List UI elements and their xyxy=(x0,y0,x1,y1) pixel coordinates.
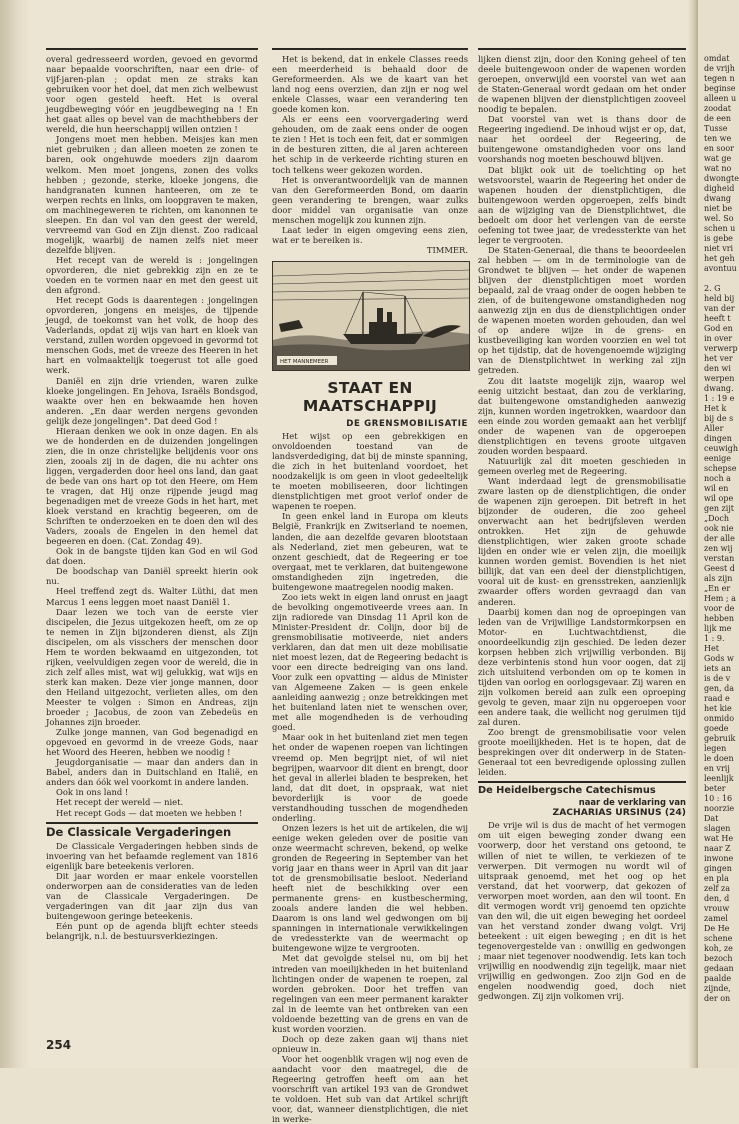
heidelberg-heading: De Heidelbergsche Catechismus xyxy=(478,785,656,797)
paragraph: Zoo brengt de grensmobilisatie voor velen groote moeilijkheden. Het is te hopen, dat de besprekingen over dit onderwerp in de Staten-Generaal tot een bevredigende oplossing zullen leiden. xyxy=(478,727,686,778)
page-gutter xyxy=(0,0,30,1068)
paragraph: Zulke jonge mannen, van God begenadigd en opgevoed en gevormd in de vreeze Gods, naar het Woord des Heeren, hebben we noodig ! xyxy=(46,727,258,758)
partial-line: Tusse xyxy=(704,124,728,133)
partial-line: alleen u xyxy=(704,94,737,103)
paragraph: Het is onverantwoordelijk van de mannen van den Gereformeerden Bond, om daarin geen verandering te brengen, waar zulks door middel van organisatie van onze menschen mogelijk zou kunnen zijn. xyxy=(272,174,468,225)
section-divider xyxy=(478,781,686,783)
classis-article xyxy=(46,841,258,941)
partial-line: dwang xyxy=(704,194,732,203)
partial-line: le doen xyxy=(704,754,734,763)
partial-line: den wi xyxy=(704,364,731,373)
partial-line xyxy=(704,274,738,284)
partial-line: dwongte xyxy=(704,174,739,183)
partial-line: noch a xyxy=(704,474,731,483)
partial-line: held bij xyxy=(704,294,735,303)
paragraph: Laat ieder in eigen omgeving eens zien, wat er te bereiken is. xyxy=(272,224,468,245)
column-rule-3 xyxy=(478,48,686,50)
page-number: 254 xyxy=(46,1038,72,1052)
staat-subheading: DE GRENSMOBILISATIE xyxy=(346,418,468,429)
partial-line: is de v xyxy=(704,674,731,683)
partial-line: 2. G xyxy=(704,284,721,293)
paragraph: Onzen lezers is het uit de artikelen, die wij eenige weken geleden over de positie van onze weermacht schreven, bekend, op welke gronden de Regeering in September van het vorig jaar en thans weer in April van dit jaar tot de grensmobilisatie besloot. Nederland heeft niet de beschikking over een permanente grens- en kustbescherming, zooals andere landen die wel hebben. Daarom is ons land wel gedwongen om bij spanningen in internationale verwikkelingen de vredessterkte van de weermacht op buitengewone wijze te vergrooten. xyxy=(272,822,468,954)
partial-line: van der xyxy=(704,304,735,313)
paragraph: Ook in de bangste tijden kan God en wil God dat doen. xyxy=(46,546,258,567)
partial-line: voor de xyxy=(704,604,735,613)
partial-line: Dat xyxy=(704,814,719,823)
paragraph: Want inderdaad legt de grensmobilisatie zware lasten op de dienstplichtigen, die onder de wapenen zijn geroepen. Dit betreft in het bijzonder de ouderen, die zoo geheel onverwacht aan het bedrijfsleven werden ontrokken. Het zijn de gehuwde dienstplichtigen, wier zaken groote schade lijden en onder wie er velen zijn, die moeilijk kunnen worden gemist. Bovendien is het niet billijk, dat van een deel der dienstplichtigen, vooral uit de kust- en grensstreken, aanzienlijk zwaarder offers worden gevraagd dan van anderen. xyxy=(478,475,686,607)
partial-line: 10 : 16 xyxy=(704,794,733,803)
partial-line: verstan xyxy=(704,554,735,563)
partial-line: goede xyxy=(704,724,729,733)
partial-line: het ver xyxy=(704,354,733,363)
paragraph: Met dat gevolgde stelsel nu, om bij het intreden van moeilijkheden in het buitenland lichtingen onder de wapenen te roepen, zal worden gebroken. Door het treffen van regelingen van een meer permanent karakter zal in de leemte van het ontbreken van een voldoende bezetting van de grens en van de kust worden voorzien. xyxy=(272,953,468,1034)
author-signature: TIMMER. xyxy=(426,244,468,255)
paragraph: De boodschap van Daniël spreekt hierin ook nu. xyxy=(46,566,258,587)
paragraph: Natuurlijk zal dit moeten geschieden in gemeen overleg met de Regeering. xyxy=(478,455,686,476)
partial-line: leenlijk xyxy=(704,774,734,783)
partial-line: niet vri xyxy=(704,244,734,253)
partial-line: schene xyxy=(704,934,733,943)
partial-line: gedaan xyxy=(704,964,734,973)
partial-line: tegen n xyxy=(704,74,735,83)
partial-line: onmido xyxy=(704,714,735,723)
partial-line: der alle xyxy=(704,534,735,543)
partial-line: wel. So xyxy=(704,214,734,223)
partial-line: zijnde, xyxy=(704,984,731,993)
partial-line: ook nie xyxy=(704,524,734,533)
paragraph: Het recept Gods — dat moeten we hebben ! xyxy=(56,807,243,818)
partial-line: zen wij xyxy=(704,544,733,553)
partial-line: Hem ; a xyxy=(704,594,736,603)
partial-line: het geh xyxy=(704,254,735,263)
partial-line: hebben xyxy=(704,614,735,623)
paragraph: Daniël en zijn drie vrienden, waren zulke kloeke jongelingen. En Jehova, Israëls Bondsgod, waakte over hen en bekwaamde hen hoven anderen. „En daar werden nergens gevonden gelijk deze jongelingen". Dat deed God ! xyxy=(46,375,258,426)
paragraph: lijken dienst zijn, door den Koning geheel of ten deele buitengewoon onder de wapenen worden geroepen, onverwijld een voorstel van wet aan de Staten-Generaal wordt gedaan om het onder de wapenen blijven der dienstplichtigen zooveel noodig te bepalen. xyxy=(478,54,686,115)
staat-heading: STAAT EN MAATSCHAPPIJ xyxy=(302,378,438,415)
paragraph: Dat blijkt ook uit de toelichting op het wetsvoorstel, waarin de Regeering het onder de wapenen houden der dienstplichtigen, die buitengewoon werden opgeroepen, zelfs bindt aan de wijziging van de Dienstplichtwet, die bedoelt om door het verlengen van de eerste oefening tot twee jaar, de vredessterkte van het leger te vergrooten. xyxy=(478,164,686,245)
paragraph: Jeugdorganisatie — maar dan anders dan in Babel, anders dan in Duitschland en Italië, en anders dan óók wel voorkomt in andere landen. xyxy=(46,757,258,788)
paragraph: Het recept van de wereld is : jongelingen opvorderen, die niet gebrekkig zijn en ze te voeden en te vormen naar en met den geest uit den afgrond. xyxy=(46,254,258,296)
partial-line: lijk me xyxy=(704,624,732,633)
paragraph: De Classicale Vergaderingen hebben sinds de invoering van het befaamde reglement van 1816 eigenlijk bare beteekenis verloren. xyxy=(46,840,258,871)
partial-line: 1 : 19 e xyxy=(704,394,735,403)
partial-line: bezoch xyxy=(704,954,733,963)
partial-line: „En er xyxy=(704,584,731,593)
heidelberg-part-number: (24) xyxy=(664,807,686,819)
partial-line: eenige xyxy=(704,454,732,463)
partial-line: paalde xyxy=(704,974,732,983)
partial-line: avontuu xyxy=(704,264,737,273)
partial-line: dwang. xyxy=(704,384,734,393)
ship-illustration xyxy=(272,261,470,371)
paragraph: Hieraan denken we ook in onze dagen. En als we de honderden en de duizenden jongelingen zien, die in onze christelijke belijdenis voor ons zien, zooals zij in de dagen, die nu achter ons liggen, vergaderden door heel ons land, dan gaat de bede van ons hart op tot den Heere, om Hem te vragen, dat Hij onze rijpende jeugd mag begenadigen met de vreeze Gods in het hart, met kloek verstand en krachtig begeeren, om de Schriften te onderzoeken en te doen den wil des Vaders, zooals de Engelen in den hemel dat begeeren en doen. (Cat. Zondag 49). xyxy=(46,425,258,547)
partial-line: en soor xyxy=(704,144,734,153)
paragraph: Het recept der wereld — niet. xyxy=(56,797,184,808)
heidelberg-author xyxy=(478,807,686,818)
partial-line: zelf za xyxy=(704,884,730,893)
partial-line: God en xyxy=(704,324,733,333)
paragraph: Daar lezen we toch van de eerste vier discipelen, die Jezus uitgekozen heeft, om ze op te nemen in Zijn bijzonderen dienst, als Zijn discipelen, om als visschers der menschen door Hem te worden bekwaamd en uitgezonden, tot rijken, veelvuldigen zegen voor de wereld, die in zich zelf alles mist, wat wij gelukkig, wat wijs en sterk kan maken. Deze vier jonge mannen, door den Heiland uitgezocht, verlieten alles, om den Meester te volgen : Simon en Andreas, zijn broeder ; Jacobus, de zoon van Zebedeüs en Johannes zijn broeder. xyxy=(46,606,258,728)
paragraph: Daarbij komen dan nog de oproepingen van leden van de Vrijwillige Landstormkorpsen en Motor- en Luchtwachtdienst, die onoordeelkundig zijn geschied. De leden dezer korpsen hebben zich vrijwillig verbonden. Bij deze verbintenis stond hun voor oogen, dat zij zich uitsluitend verbonden om op te komen in tijden van oorlog en oorlogsgevaar. Zij waren en zijn volkomen bereid aan zulk een oproeping gevolg te geven, maar zijn nu opgeroepen voor een andere taak, die wellicht nog geruimen tijd zal duren. xyxy=(478,606,686,728)
partial-line: Het xyxy=(704,644,719,653)
partial-line: het kie xyxy=(704,704,732,713)
partial-line: zamel xyxy=(704,914,728,923)
partial-line: gebruik xyxy=(704,734,736,743)
partial-line: verwerp xyxy=(704,344,738,353)
partial-line: dingen xyxy=(704,434,732,443)
partial-line: wat no xyxy=(704,164,732,173)
partial-line: als zijn xyxy=(704,574,733,583)
column-1 xyxy=(46,54,258,1049)
partial-line: Gods w xyxy=(704,654,734,663)
partial-line: De He xyxy=(704,924,730,933)
partial-line: beginse xyxy=(704,84,736,93)
partial-line: in over xyxy=(704,334,733,343)
paragraph: Het is bekend, dat in enkele Classes reeds een meerderheid is behaald door de Gereformeerden. Als we de kaart van het land nog eens overzien, dan zijn er nog wel enkele Classes, waar een verandering ten goede komen kon. xyxy=(272,54,468,115)
partial-line: slagen xyxy=(704,824,731,833)
partial-line: niet be xyxy=(704,204,733,213)
paragraph: In geen enkel land in Europa om kleuts België, Frankrijk en Zwitserland te noemen, landen, die aan dezelfde gevaren blootstaan als Nederland, ziet men gebeuren, wat te onzent geschiedt, dat de Regeering er toe overgaat, met te verklaren, dat buitengewone omstandigheden zijn ingetreden, die buitengewone maatregelen noodig maken. xyxy=(272,511,468,592)
partial-line: zoodat xyxy=(704,104,731,113)
column-rule-2 xyxy=(272,48,468,50)
partial-line: noorzie xyxy=(704,804,735,813)
partial-line: is gebe xyxy=(704,234,733,243)
column-4-partial xyxy=(704,54,738,1049)
partial-line: gen, da xyxy=(704,684,734,693)
partial-line: omdat xyxy=(704,54,730,63)
classis-heading: De Classicale Vergaderingen xyxy=(46,824,232,839)
paragraph: Voor het oogenblik vragen wij nog even de aandacht voor den maatregel, die de Regeering getroffen heeft om aan het voorschrift van artikel 193 van de Grondwet te voldoen. Het sub van dat Artikel schrijft voor, dat, wanneer dienstplichtigen, die niet in werke- xyxy=(272,1053,468,1124)
partial-line: iets an xyxy=(704,664,732,673)
partial-line: raad e xyxy=(704,694,730,703)
paragraph: Eén punt op de agenda blijft echter steeds belangrijk, n.l. de bestuursverkiezingen. xyxy=(46,920,258,941)
paragraph: Dat voorstel van wet is thans door de Regeering ingediend. De inhoud wijst er op, dat, naar het oordeel der Regeering, de buitengewone omstandigheden voor ons land voorshands nog moeten beschouwd blijven. xyxy=(478,114,686,165)
partial-line: en pla xyxy=(704,874,729,883)
partial-line: den, d xyxy=(704,894,730,903)
heidelberg-article xyxy=(478,820,686,1001)
partial-line: 1 : 9. xyxy=(704,634,725,643)
partial-line: wil ope xyxy=(704,494,734,503)
staat-article xyxy=(272,431,468,1124)
paragraph: Als er eens een voorvergadering werd gehouden, om de zaak eens onder de oogen te zien ! Het is toch een feit, dat er sommigen in de besturen zitten, die al jaren achtereen het schip in de verkeerde richting sturen en toch telkens weer gekozen worden. xyxy=(272,114,468,175)
partial-line: legen xyxy=(704,744,727,753)
column-2 xyxy=(272,54,468,1124)
paragraph: Heel treffend zegt ds. Walter Lüthi, dat men Marcus 1 eens leggen moet naast Daniël 1. xyxy=(46,586,258,607)
partial-line: vrouw xyxy=(704,904,730,913)
jeugd-article xyxy=(46,54,258,818)
partial-line: „Doch xyxy=(704,514,730,523)
section-divider xyxy=(46,822,258,824)
column-3 xyxy=(478,54,686,1049)
partial-line: bij de s xyxy=(704,414,734,423)
paragraph: Zou dit laatste mogelijk zijn, waarop wel eenig uitzicht bestaat, dan zou de verklaring, dat buitengewone omstandigheden aanwezig zijn, kunnen worden ingetrokken, waardoor dan een einde zou worden gemaakt aan het verblijf onder de wapenen van de opgeroepen dienstplichtigen en tevens groote uitgaven zouden worden bespaard. xyxy=(478,375,686,456)
heidelberg-subheading: naar de verklaring van xyxy=(578,797,686,808)
partial-line: koh, ze xyxy=(704,944,733,953)
paragraph: Maar ook in het buitenland ziet men tegen het onder de wapenen roepen van lichtingen vreemd op. Men begrijpt niet, of wil niet begrijpen, waarvoor dit dient en brengt, door het geval in allerlei bladen te bespreken, het land, dat dit doet, in opspraak, wat niet bevorderlijk is voor de goede verstandhouding tusschen de mogendheden onderling. xyxy=(272,732,468,823)
classis-continued xyxy=(272,54,468,245)
partial-line: Geest d xyxy=(704,564,735,573)
paragraph: De Staten-Generaal, die thans te beoordeelen zal hebben — om in de terminologie van de Grondwet te blijven — het onder de wapenen blijven der dienstplichtigen moet worden bepaald, zal de vraag onder de oogen hebben te zien, of de buitengewone omstandigheden nog aanwezig zijn en dus de dienstplichtigen onder de wapenen moeten worden gehouden, dan wel of op andere wijze in de grens- en kustbeveiliging kan worden voorzien en wel tot op het tijdstip, dat de hovengenoemde wijziging van de Dienstplichtwet in werking zal zijn getreden. xyxy=(478,244,686,376)
heidelberg-author-name: ZACHARIAS URSINUS xyxy=(552,807,662,819)
partial-line: schen u xyxy=(704,224,736,233)
partial-line: de een xyxy=(704,114,732,123)
partial-line: schepse xyxy=(704,464,737,473)
paragraph: Doch op deze zaken gaan wij thans niet opnieuw in. xyxy=(272,1033,468,1054)
partial-line: gingen xyxy=(704,864,732,873)
partial-line: Aller xyxy=(704,424,724,433)
partial-line: der on xyxy=(704,994,731,1003)
column-rule-1 xyxy=(46,48,258,50)
partial-line: beter xyxy=(704,784,726,793)
partial-line: wat He xyxy=(704,834,734,843)
partial-line: Het k xyxy=(704,404,727,413)
paragraph: Het recept Gods is daarentegen : jongelingen opvorderen, jongens en meisjes, de tijpende jeugd, de toekomst van het volk, de hoop des Vaderlands, opdat zij wijs van hart en kloek van verstand, zullen worden opgevoed in gevormd tot menschen Gods, met de vreeze des Heeren in het hart en volmaaktelijk toegerust tot alle goed werk. xyxy=(46,295,258,376)
partial-line: wil en xyxy=(704,484,729,493)
grensmobilisatie-continued xyxy=(478,54,686,777)
partial-line: wat ge xyxy=(704,154,732,163)
partial-line: inwone xyxy=(704,854,734,863)
paragraph: overal gedresseerd worden, gevoed en gevormd naar bepaalde voorschriften, naar een drie- of vijf-jaren-plan ; opdat men ze straks kan gebruiken voor het doel, dat men zich welbewust voor ogen gesteld heeft. Het is overal jeugdbeweging vóór en jeugdbeweging na ! En het gaat alles op bevel van de machthebbers der wereld, die hun heerschappij willen ontzien ! xyxy=(46,54,258,135)
illustration-label: HET MANNEMEER xyxy=(280,358,329,365)
partial-line: werpen xyxy=(704,374,735,383)
paragraph: Het wijst op een gebrekkigen en onvoldoenden toestand van de landsverdediging, dat bij de minste spanning, die zich in het buitenland voordoet, het noodzakelijk is om geen in vloot gedeeltelijk te moeten mobiliseeren, door lichtingen dienstplichtigen met groot verlof onder de wapenen te roepen. xyxy=(272,431,468,512)
paragraph: Dit jaar worden er maar enkele voorstellen onderworpen aan de consideraties van de leden van de Classicale Vergaderingen. De vergaderingen van dit jaar zijn dus van buitengewoon geringe beteekenis. xyxy=(46,870,258,921)
paragraph: De vrije wil is dus de macht of het vermogen om uit eigen beweging zonder dwang een voorwerp, door het verstand ons getoond, te willen of niet te willen, te verkiezen of te verwerpen. Dit vermogen nu wordt wil of uitspraak genoemd, met het oog op het verstand, dat het voorwerp, dat gekozen of verworpen moet worden, aan den wil toont. En dit vermogen wordt vrij genoemd ten opzichte van den wil, die uit eigen beweging het oordeel van het verstand zonder dwang volgt. Vrij beteekent : uit eigen beweging ; en dit is het tegenovergestelde van : onwillig en gedwongen ; maar niet tegenover noodwendig. Iets kan toch vrijwillig en noodwendig zijn tegelijk, maar niet vrijwillig en gedwongen. Zoo zijn God en de engelen noodwendig goed, doch niet gedwongen. Zij zijn volkomen vrij. xyxy=(478,820,686,1002)
partial-line: ten we xyxy=(704,134,732,143)
partial-line: ceuwigh xyxy=(704,444,739,453)
paragraph: Jongens moet men hebben. Meisjes kan men niet gebruiken ; dan alleen moeten ze zonen te baren, ook ongehuwde moeders zijn daarom welkom. Men moet jongens, zonen des volks hebben ; gezonde, sterke, kloeke jongens, die handgranaten kunnen hanteeren, om ze te werpen rechts en links, om loopgraven te maken, om machinegeweren te richten, om kanonnen te sleepen. En dan vol van den geest der wereld, vervreemd van God en Zijn dienst. Zoo radicaal mogelijk, waarbij de namen zelfs niet meer dezelfde blijven. xyxy=(46,134,258,255)
partial-line: heeft t xyxy=(704,314,731,323)
paragraph: Ook in ons land ! xyxy=(56,787,129,798)
partial-line: en vrij xyxy=(704,764,730,773)
partial-line: naar Z xyxy=(704,844,731,853)
paragraph: Zoo iets wekt in eigen land onrust en jaagt de bevolking ongemotiveerde vrees aan. In zijn radiorede van Dinsdag 11 April kon de Minister-President dr. Colijn, door bij de grensmobilisatie motiveerde, niet anders verklaren, dan dat men uit deze mobilisatie niet moest lezen, dat de Regeering bedacht is voor een directe bedreiging van ons land. Voor zulk een opvatting — aldus de Minister van Algemeene Zaken — is geen enkele aanleiding aanwezig ; onze betrekkingen met het buitenland laten niet te wenschen over, met alle mogendheden is de verhouding goed. xyxy=(272,591,468,733)
partial-line: gen zijt xyxy=(704,504,735,513)
partial-line: de vrijh xyxy=(704,64,735,73)
partial-line: digheid xyxy=(704,184,735,193)
